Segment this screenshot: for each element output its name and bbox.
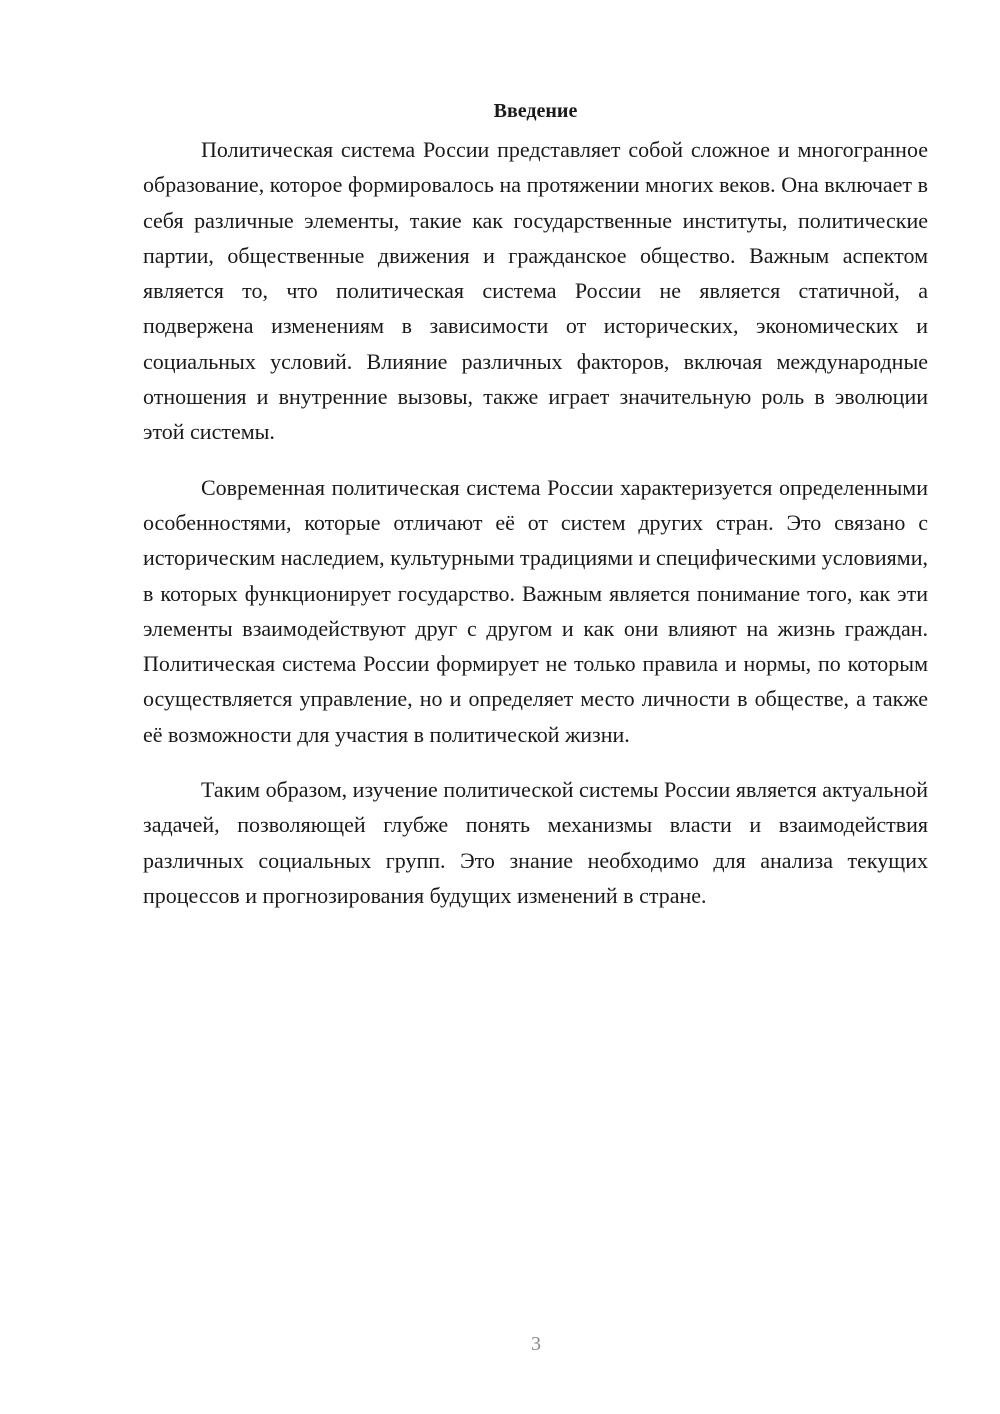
paragraph-3: Таким образом, изучение политической системы России является актуальной задачей, позволяющей глубже понять механизмы власти и взаимодействия различных социальных групп. Это знание необходимо для анализа текущих процессов и прогнозирования будущих изменений в стране. bbox=[143, 777, 928, 908]
document-body bbox=[143, 92, 928, 913]
paragraph-spacer bbox=[143, 450, 928, 470]
section-title: Введение bbox=[493, 100, 578, 122]
paragraph-2: Современная политическая система России характеризуется определенными особенностями, которые отличают её от систем других стран. Это связано с историческим наследием, культурными традициями и специфическими условиями, в которых функционирует государство. Важным является понимание того, как эти элементы взаимодействуют друг с другом и как они влияют на жизнь граждан. Политическая система России формирует не только правила и нормы, по которым осуществляется управление, но и определяет место личности в обществе, а также её возможности для участия в политической жизни. bbox=[143, 474, 928, 747]
page-number: 3 bbox=[531, 1333, 541, 1355]
paragraph-spacer bbox=[143, 752, 928, 772]
paragraph-1: Политическая система России представляет собой сложное и многогранное образование, которое формировалось на протяжении многих веков. Она включает в себя различные элементы, такие как государственные институты, политические партии, общественные движения и гражданское общество. Важным аспектом является то, что политическая система России не является статичной, а подвержена изменениям в зависимости от исторических, экономических и социальных условий. Влияние различных факторов, включая международные отношения и внутренние вызовы, также играет значительную роль в эволюции этой системы. bbox=[143, 137, 928, 445]
